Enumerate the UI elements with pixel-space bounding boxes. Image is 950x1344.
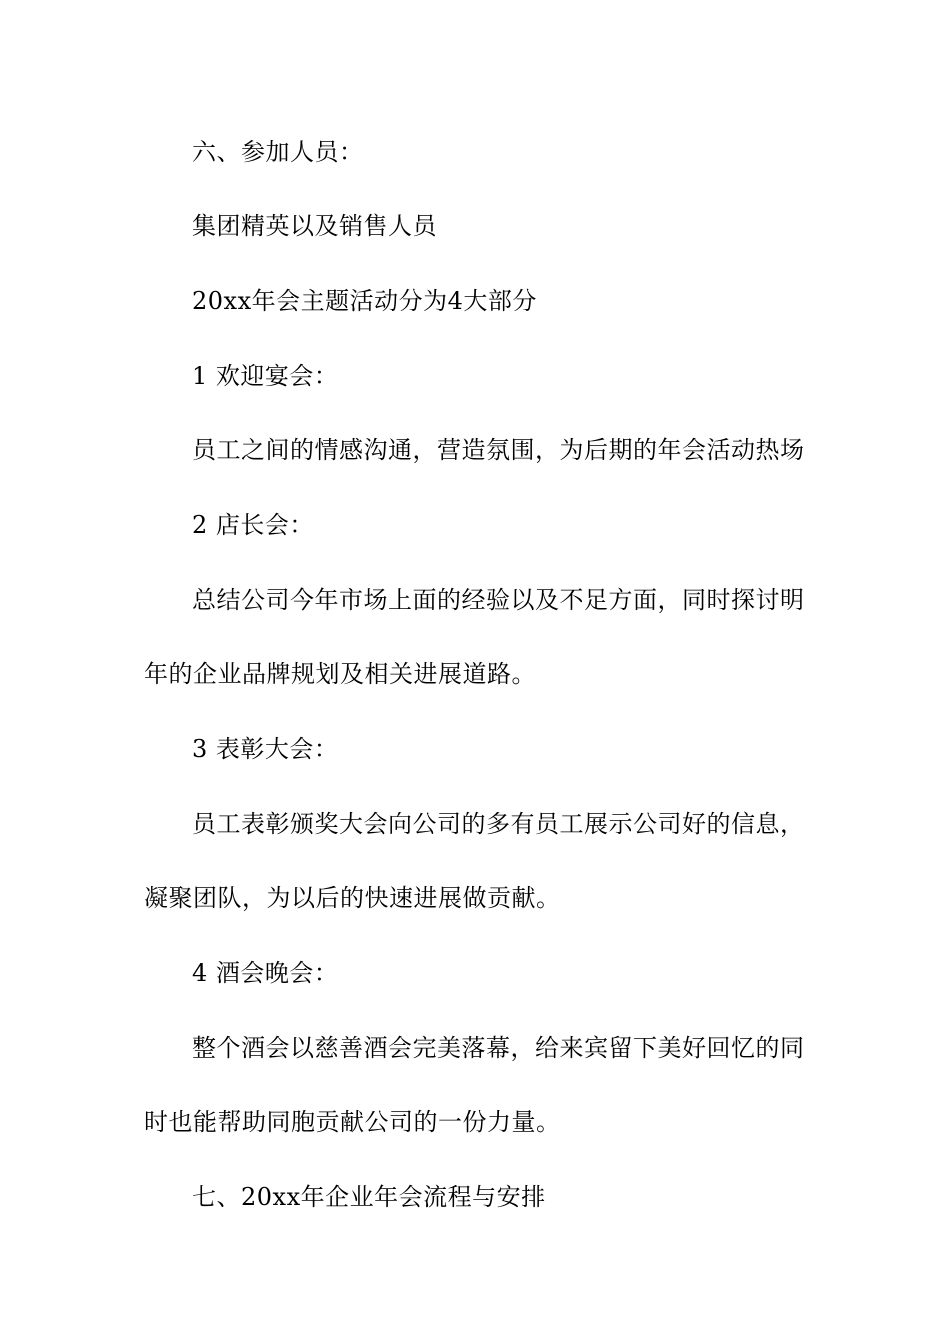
paragraph-welcome-banquet: 员工之间的情感沟通，营造氛围，为后期的年会活动热场 [192, 436, 805, 464]
paragraph-activity-overview: 20xx年会主题活动分为4大部分 [192, 287, 537, 315]
paragraph-store-manager-meeting-line2: 年的企业品牌规划及相关进展道路。 [144, 660, 536, 688]
subheading-store-manager-meeting: 2 店长会： [192, 511, 314, 539]
section-heading-participants: 六、参加人员： [192, 138, 364, 166]
subheading-cocktail-party: 4 酒会晚会： [192, 959, 339, 987]
paragraph-store-manager-meeting-line1: 总结公司今年市场上面的经验以及不足方面，同时探讨明 [192, 586, 805, 614]
subheading-awards-ceremony: 3 表彰大会： [192, 735, 339, 763]
paragraph-awards-ceremony-line2: 凝聚团队，为以后的快速进展做贡献。 [144, 884, 561, 912]
paragraph-cocktail-party-line2: 时也能帮助同胞贡献公司的一份力量。 [144, 1108, 561, 1136]
paragraph-participants: 集团精英以及销售人员 [192, 212, 437, 240]
subheading-welcome-banquet: 1 欢迎宴会： [192, 362, 339, 390]
paragraph-cocktail-party-line1: 整个酒会以慈善酒会完美落幕，给来宾留下美好回忆的同 [192, 1034, 805, 1062]
paragraph-awards-ceremony-line1: 员工表彰颁奖大会向公司的多有员工展示公司好的信息， [192, 810, 805, 838]
section-heading-schedule: 七、20xx年企业年会流程与安排 [192, 1183, 546, 1211]
